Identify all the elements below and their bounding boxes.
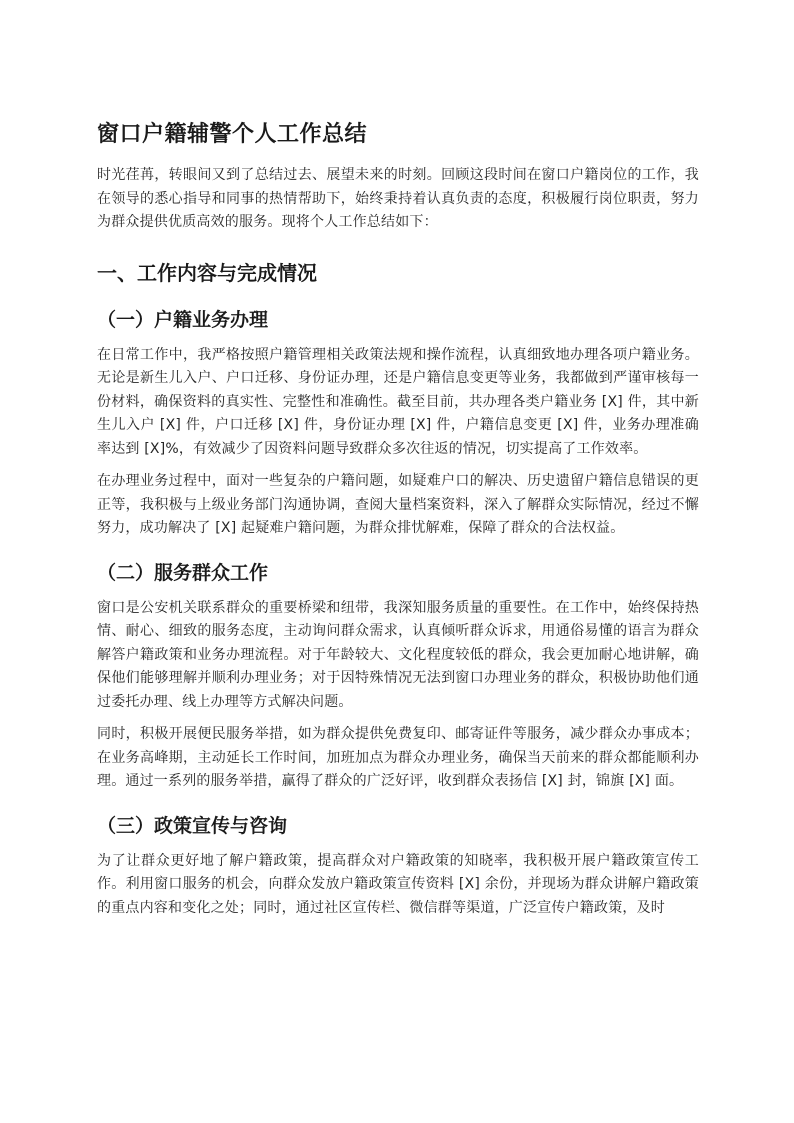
paragraph-serving-public-1: 窗口是公安机关联系群众的重要桥梁和纽带，我深知服务质量的重要性。在工作中，始终保持热情、耐心、细致的服务态度，主动询问群众需求，认真倾听群众诉求，用通俗易懂的语言为群众解答户籍政策和业务办理流程。对于年龄较大、文化程度较低的群众，我会更加耐心地讲解，确保他们能够理解并顺利办理业务；对于因特殊情况无法到窗口办理业务的群众，积极协助他们通过委托办理、线上办理等方式解决问题。 xyxy=(97,599,699,710)
subsection-heading-serving-public: （二）服务群众工作 xyxy=(97,561,269,584)
paragraph-policy-publicity-1: 为了让群众更好地了解户籍政策，提高群众对户籍政策的知晓率，我积极开展户籍政策宣传工作。利用窗口服务的机会，向群众发放户籍政策宣传资料 [X] 余份，并现场为群众讲解户籍政策的重点内容和变化之处；同时，通过社区宣传栏、微信群等渠道，广泛宣传户籍政策，及时 xyxy=(97,852,699,916)
document-title: 窗口户籍辅警个人工作总结 xyxy=(97,122,368,147)
subsection-heading-policy-publicity: （三）政策宣传与咨询 xyxy=(97,814,288,837)
paragraph-serving-public-2: 同时，积极开展便民服务举措，如为群众提供免费复印、邮寄证件等服务，减少群众办事成本；在业务高峰期，主动延长工作时间，加班加点为群众办理业务，确保当天前来的群众都能顺利办理。通过一系列的服务举措，赢得了群众的广泛好评，收到群众表扬信 [X] 封，锦旗 [X] 面。 xyxy=(97,726,699,789)
paragraph-household-business-2: 在办理业务过程中，面对一些复杂的户籍问题，如疑难户口的解决、历史遗留户籍信息错误的更正等，我积极与上级业务部门沟通协调，查阅大量档案资料，深入了解群众实际情况，经过不懈努力，成功解决了 [X] 起疑难户籍问题，为群众排忧解难，保障了群众的合法权益。 xyxy=(97,473,699,536)
subsection-heading-household-business: （一）户籍业务办理 xyxy=(97,308,269,331)
document-page xyxy=(97,118,699,920)
paragraph-household-business-1: 在日常工作中，我严格按照户籍管理相关政策法规和操作流程，认真细致地办理各项户籍业务。无论是新生儿入户、户口迁移、身份证办理，还是户籍信息变更等业务，我都做到严谨审核每一份材料，确保资料的真实性、完整性和准确性。截至目前，共办理各类户籍业务 [X] 件，其中新生儿入户 [X] 件，户口迁移 [X] 件，身份证办理 [X] 件，户籍信息变更 [X] 件，业务办理准确率达到 [X]%，有效减少了因资料问题导致群众多次往返的情况，切实提高了工作效率。 xyxy=(97,346,699,457)
section-heading-1: 一、工作内容与完成情况 xyxy=(97,260,317,285)
intro-paragraph: 时光荏苒，转眼间又到了总结过去、展望未来的时刻。回顾这段时间在窗口户籍岗位的工作，我在领导的悉心指导和同事的热情帮助下，始终秉持着认真负责的态度，积极履行岗位职责，努力为群众提供优质高效的服务。现将个人工作总结如下： xyxy=(97,167,699,230)
